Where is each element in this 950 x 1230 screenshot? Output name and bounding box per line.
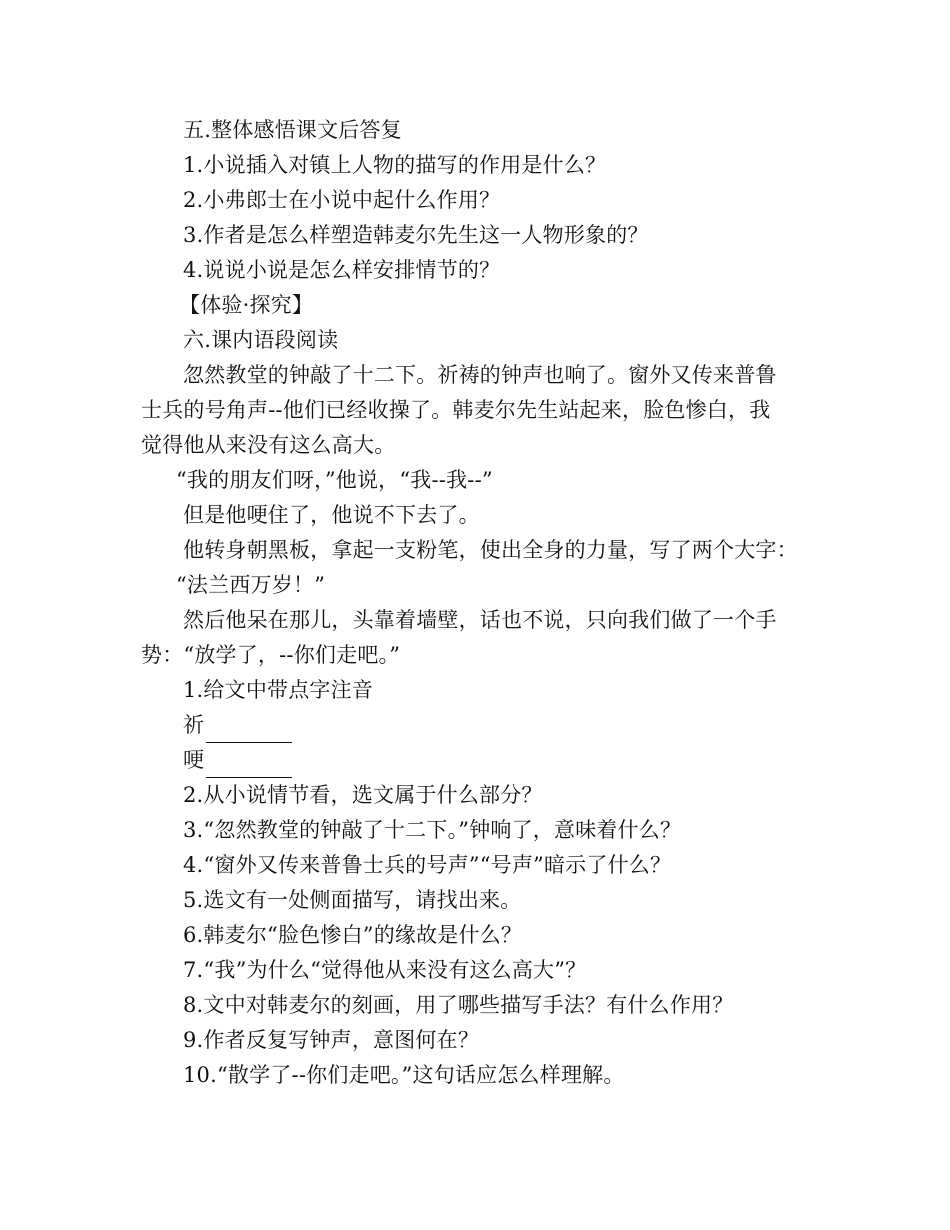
- passage-line-1: 忽然教堂的钟敲了十二下。祈祷的钟声也响了。窗外又传来普鲁: [183, 363, 777, 387]
- pinyin-answer-blank-2[interactable]: [206, 755, 292, 778]
- section-5-question-2: 2.小弗郎士在小说中起什么作用？: [183, 188, 501, 212]
- passage-line-3: 觉得他从来没有这么高大。: [141, 433, 396, 457]
- section-6-heading: 六.课内语段阅读: [183, 328, 339, 352]
- section-6-question-5: 5.选文有一处侧面描写，请找出来。: [183, 888, 522, 912]
- passage-line-6: 他转身朝黑板，拿起一支粉笔，使出全身的力量，写了两个大字：: [183, 538, 798, 562]
- experience-heading: 【体验·探究】: [179, 293, 314, 317]
- passage-line-4: “我的朋友们呀，”他说，“我--我--”: [176, 468, 493, 492]
- section-5-heading: 五.整体感悟课文后答复: [183, 118, 402, 142]
- pinyin-blank-row-1: [141, 708, 813, 743]
- section-5-question-4: 4.说说小说是怎么样安排情节的？: [183, 258, 501, 282]
- passage-line-2: 士兵的号角声--他们已经收操了。韩麦尔先生站起来，脸色惨白，我: [141, 398, 771, 422]
- pinyin-answer-blank-1[interactable]: [206, 720, 292, 743]
- section-6-question-7: 7.“我”为什么“觉得他从来没有这么高大”？: [183, 958, 587, 982]
- pinyin-char-2: 哽: [183, 748, 205, 772]
- section-5-question-3: 3.作者是怎么样塑造韩麦尔先生这一人物形象的？: [183, 223, 649, 247]
- section-6-question-3: 3.“忽然教堂的钟敲了十二下。”钟响了，意味着什么？: [183, 818, 682, 842]
- pinyin-blank-row-2: [141, 743, 813, 778]
- passage-line-8: 然后他呆在那儿，头靠着墙壁，话也不说，只向我们做了一个手: [183, 608, 777, 632]
- section-6-question-8: 8.文中对韩麦尔的刻画，用了哪些描写手法？有什么作用？: [183, 993, 734, 1017]
- section-6-question-4: 4.“窗外又传来普鲁士兵的号声”“号声”暗示了什么？: [183, 853, 672, 877]
- section-6-question-10: 10.“散学了--你们走吧。”这句话应怎么样理解。: [183, 1063, 625, 1087]
- section-6-question-2: 2.从小说情节看，选文属于什么部分？: [183, 783, 543, 807]
- pinyin-char-1: 祈: [183, 713, 205, 737]
- passage-line-9: 势：“放学了，--你们走吧。”: [141, 643, 401, 667]
- section-6-question-1: 1.给文中带点字注音: [183, 678, 374, 702]
- section-6-question-9: 9.作者反复写钟声，意图何在？: [183, 1028, 480, 1052]
- section-6-question-6: 6.韩麦尔“脸色惨白”的缘故是什么？: [183, 923, 523, 947]
- section-5-question-1: 1.小说插入对镇上人物的描写的作用是什么？: [183, 153, 607, 177]
- passage-line-5: 但是他哽住了，他说不下去了。: [183, 503, 480, 527]
- passage-line-7: “法兰西万岁！”: [176, 573, 326, 597]
- document-body: [141, 113, 813, 1093]
